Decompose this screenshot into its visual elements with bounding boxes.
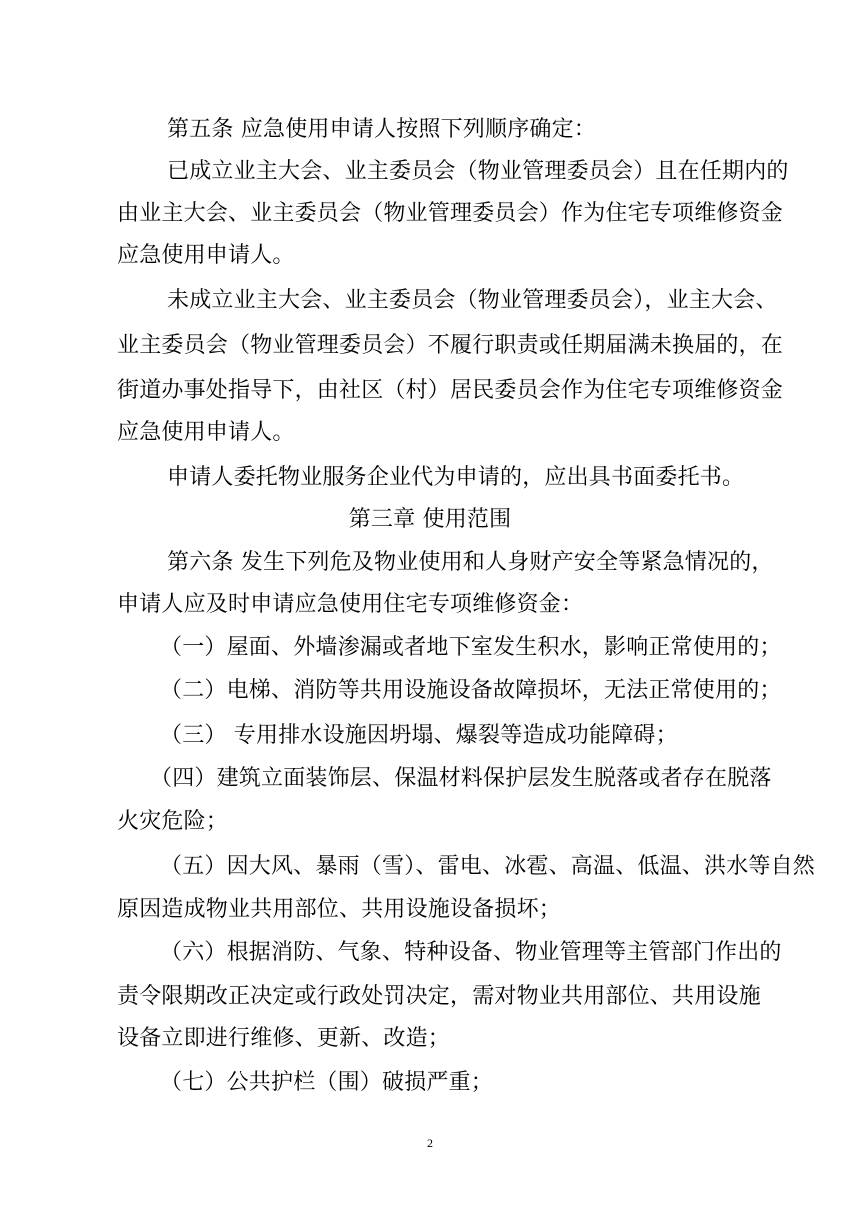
list-item-2: （二）电梯、消防等共用设施设备故障损坏，无法正常使用的； (160, 678, 782, 703)
list-item-6: （六）根据消防、气象、特种设备、物业管理等主管部门作出的 (160, 940, 782, 965)
list-item-5-continuation: 原因造成物业共用部位、共用设施设备损坏； (117, 897, 562, 922)
list-item-5: （五）因大风、暴雨（雪）、雷电、冰雹、高温、低温、洪水等自然 (160, 854, 816, 879)
list-item-4-continuation: 火灾危险； (117, 809, 229, 834)
list-item-7: （七）公共护栏（围）破损严重； (160, 1070, 494, 1095)
list-item-6-continuation: 责令限期改正决定或行政处罚决定，需对物业共用部位、共用设施 (117, 984, 761, 1009)
paragraph-line: 申请人委托物业服务企业代为申请的，应出具书面委托书。 (167, 465, 745, 490)
list-item-6-continuation: 设备立即进行维修、更新、改造； (117, 1026, 451, 1051)
paragraph-line: 业主委员会（物业管理委员会）不履行职责或任期届满未换届的，在 (117, 333, 784, 358)
chapter-3-heading: 第三章 使用范围 (348, 507, 512, 532)
list-item-1: （一）屋面、外墙渗漏或者地下室发生积水，影响正常使用的； (160, 635, 782, 660)
paragraph-line: 由业主大会、业主委员会（物业管理委员会）作为住宅专项维修资金 (117, 201, 784, 226)
paragraph-line: 已成立业主大会、业主委员会（物业管理委员会）且在任期内的 (167, 159, 789, 184)
list-item-3: （三） 专用排水设施因坍塌、爆裂等造成功能障碍； (160, 723, 678, 748)
page-number: 2 (427, 1136, 433, 1150)
article-6-heading: 第六条 发生下列危及物业使用和人身财产安全等紧急情况的， (167, 550, 774, 575)
paragraph-line: 申请人应及时申请应急使用住宅专项维修资金： (117, 592, 584, 617)
article-5-heading: 第五条 应急使用申请人按照下列顺序确定： (167, 117, 596, 142)
list-item-4: （四）建筑立面装饰层、保温材料保护层发生脱落或者存在脱落 (150, 766, 772, 791)
paragraph-line: 未成立业主大会、业主委员会（物业管理委员会），业主大会、 (167, 288, 778, 313)
paragraph-line: 应急使用申请人。 (117, 420, 295, 445)
paragraph-line: 街道办事处指导下，由社区（村）居民委员会作为住宅专项维修资金 (117, 378, 784, 403)
paragraph-line: 应急使用申请人。 (117, 243, 295, 268)
